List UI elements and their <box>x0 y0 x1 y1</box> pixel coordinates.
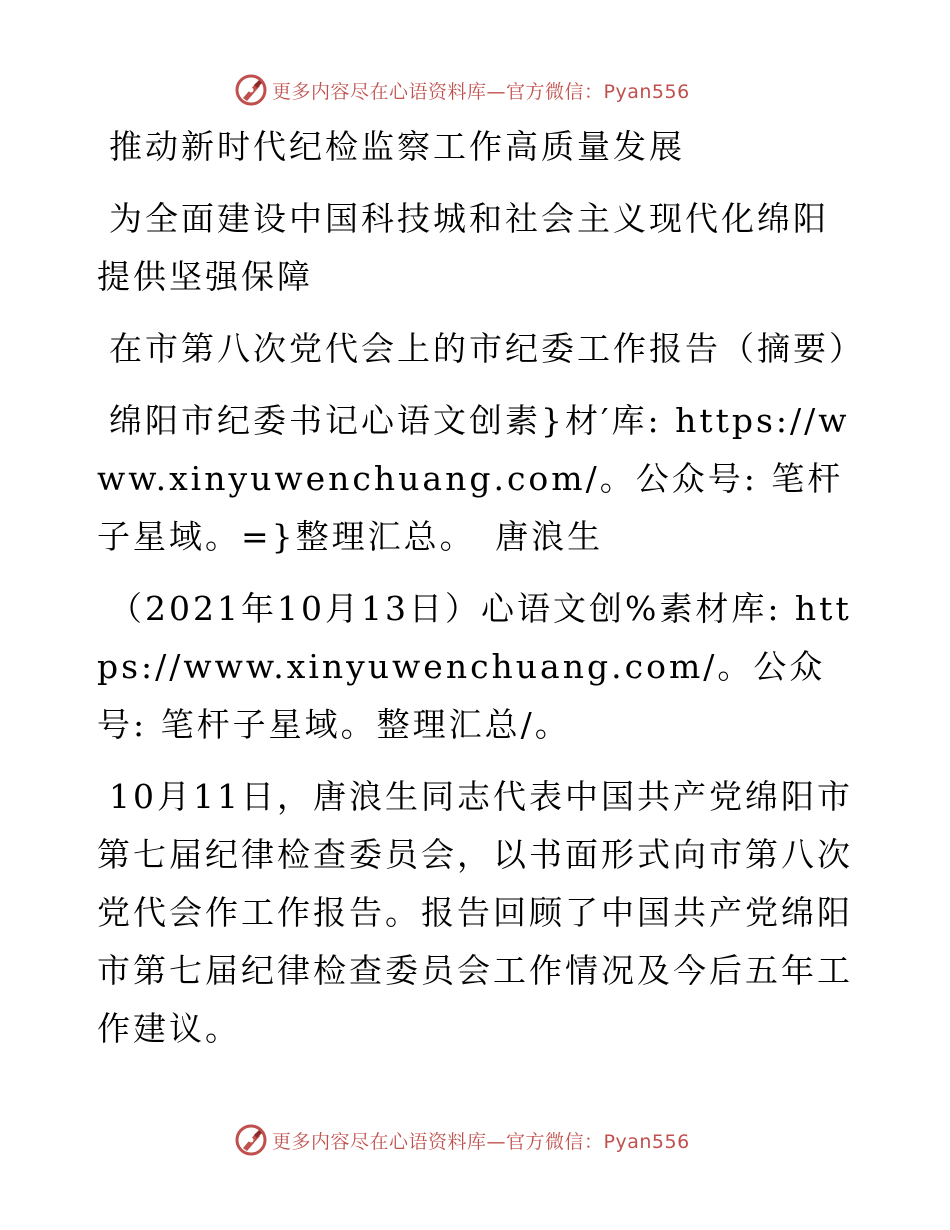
date-line: （2021年10月13日）心语文创%素材库: https://www.xinyuwenchuang.com/。公众号: 笔杆子星域。整理汇总/。 <box>97 589 852 744</box>
watermark-text: 更多内容尽在心语资料库—官方微信：Pyan556 <box>272 80 690 103</box>
document-body <box>97 118 865 1072</box>
report-title: 在市第八次党代会上的市纪委工作报告（摘要） <box>109 329 865 368</box>
pen-nib-icon <box>234 73 268 107</box>
author-line: 绵阳市纪委书记心语文创素}材′库: https://www.xinyuwenchuang.com/。公众号: 笔杆子星域。=}整理汇总。 唐浪生 <box>97 401 850 556</box>
body-paragraph: 10月11日，唐浪生同志代表中国共产党绵阳市第七届纪律检查委员会，以书面形式向市第八次党代会作工作报告。报告回顾了中国共产党绵阳市第七届纪律检查委员会工作情况及今后五年工作建议。 <box>97 777 853 1048</box>
header-watermark-banner <box>234 72 690 108</box>
watermark-text: 更多内容尽在心语资料库—官方微信：Pyan556 <box>272 1130 690 1153</box>
footer-watermark-banner <box>234 1122 690 1158</box>
subheadline: 为全面建设中国科技城和社会主义现代化绵阳提供坚强保障 <box>97 199 829 296</box>
pen-nib-icon <box>234 1123 268 1157</box>
headline: 推动新时代纪检监察工作高质量发展 <box>109 127 685 166</box>
